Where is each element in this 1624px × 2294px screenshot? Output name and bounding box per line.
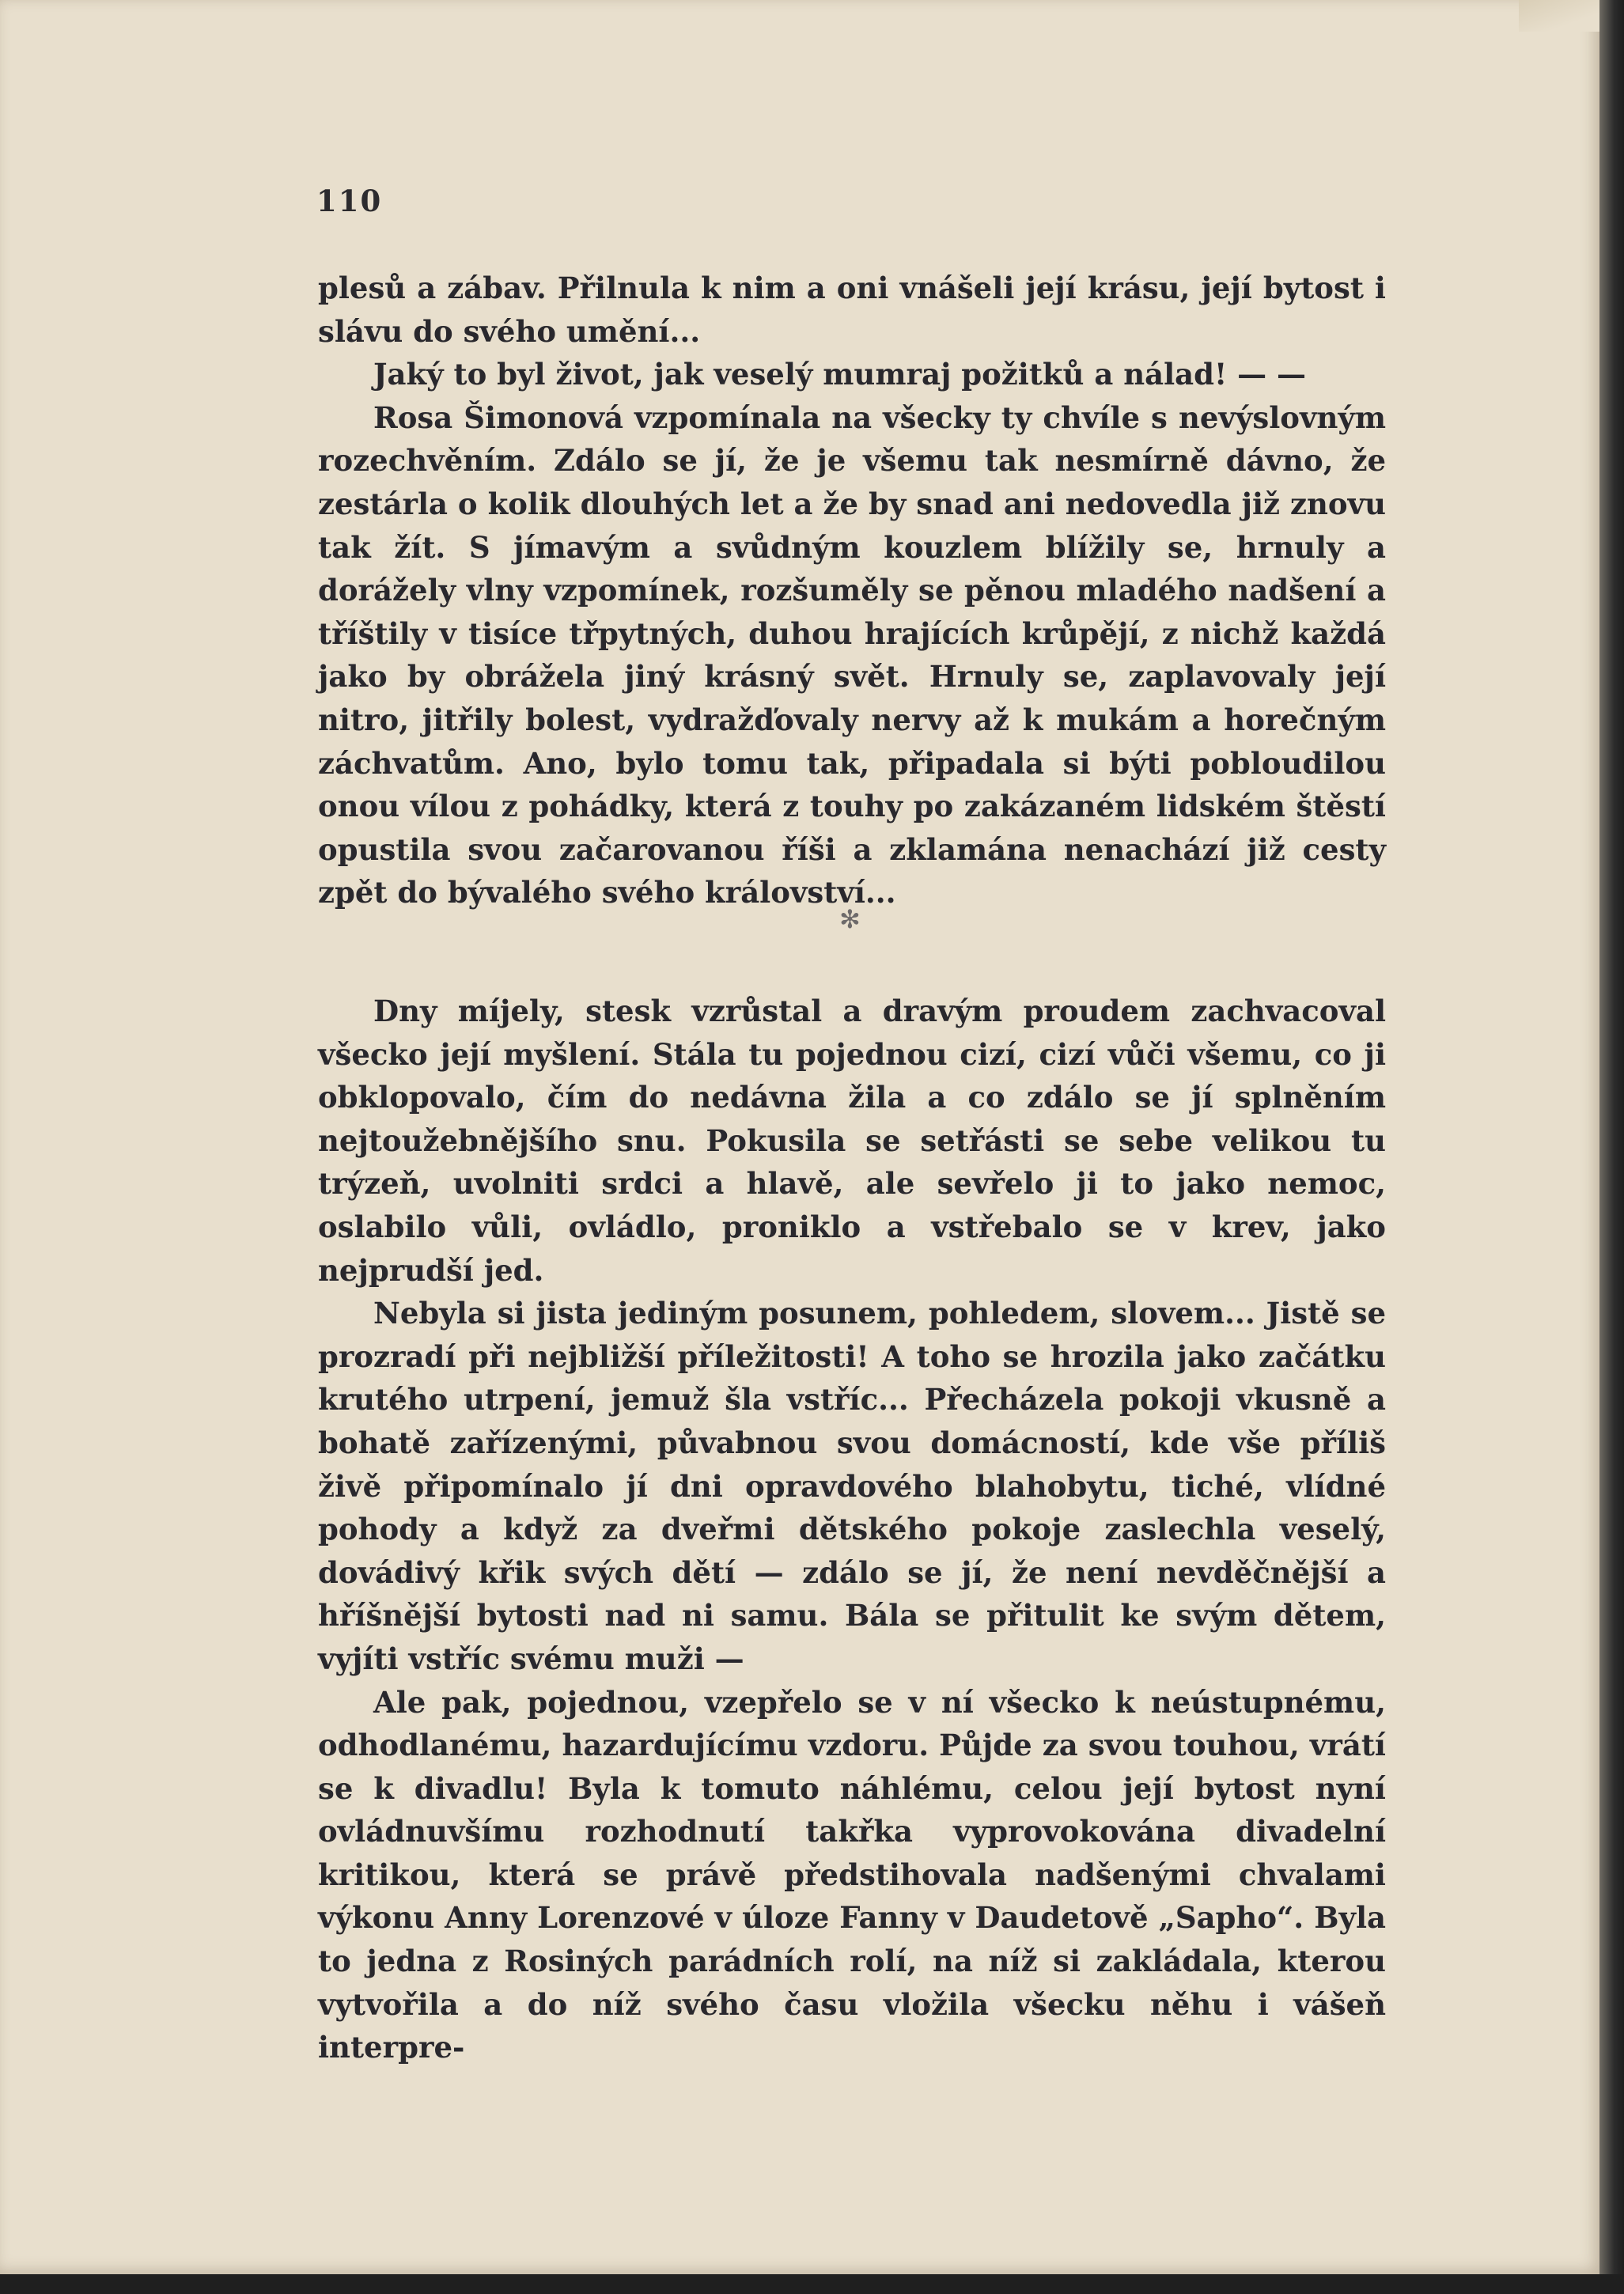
paragraph: Nebyla si jista jediným posunem, pohledem, slovem... Jistě se prozradí při nejbližší příležitosti! A toho se hrozila jako začátku krutého utrpení, jemuž šla vstříc... Přecházela pokoji vkusně a bohatě zařízenými, půvabnou svou domácností, kde vše příliš živě připomínalo jí dni opravdového blahobytu, tiché, vlídné pohody a když za dveřmi dětského pokoje zaslechla veselý, dovádivý křik svých dětí — zdálo se jí, že není nevděčnější a hříšnější bytosti nad ni samu. Bála se přitulit ke svým dětem, vyjíti vstříc svému muži — [318, 1296, 1386, 1676]
paragraph: Rosa Šimonová vzpomínala na všecky ty chvíle s nevýslovným rozechvěním. Zdálo se jí, že je všemu tak nesmírně dávno, že zestárla o kolik dlouhých let a že by snad ani nedovedla již znovu tak žít. S jímavým a svůdným kouzlem blížily se, hrnuly a dorážely vlny vzpomínek, rozšuměly se pěnou mladého nadšení a tříštily v tisíce třpytných, duhou hrajících krůpějí, z nichž každá jako by obrážela jiný krásný svět. Hrnuly se, zaplavovaly její nitro, jitřily bolest, vydražďovaly nervy až k mukám a horečným záchvatům. Ano, bylo tomu tak, připadala si býti pobloudilou onou vílou z pohádky, která z touhy po zakázaném lidském štěstí opustila svou začarovanou říši a zklamána nenachází již cesty zpět do bývalého svého království... [318, 399, 1386, 910]
paragraph: Ale pak, pojednou, vzepřelo se v ní všecko k neústupnému, odhodlanému, hazardujícímu vzdoru. Půjde za svou touhou, vrátí se k divadlu! Byla k tomuto náhlému, celou její bytost nyní ovládnuvšímu rozhodnutí takřka vyprovokována divadelní kritikou, která se právě předstihovala nadšenými chvalami výkonu Anny Lorenzové v úloze Fanny v Daudetově „Sapho“. Byla to jedna z Rosiných parádních rolí, na níž si zakládala, kterou vytvořila a do níž svého času vložila všecku něhu i vášeň interpre- [318, 1684, 1386, 2065]
scan-edge-bottom [0, 2274, 1624, 2294]
paragraph: Dny míjely, stesk vzrůstal a dravým proudem zachvacoval všecko její myšlení. Stála tu pojednou cizí, cizí vůči všemu, co ji obklopovalo, čím do nedávna žila a co zdálo se jí splněním nejtoužebnějšího snu. Pokusila se setřásti se sebe velikou tu trýzeň, uvolniti srdci a hlavě, ale sevřelo ji to jako nemoc, oslabilo vůli, ovládlo, proniklo a vstřebalo se v krev, jako nejprudší jed. [318, 994, 1386, 1288]
scan-edge-right [1599, 0, 1624, 2294]
page-corner-fold [1519, 0, 1599, 32]
text-block-top [318, 267, 1386, 914]
page-number: 110 [316, 184, 383, 218]
text-block-bottom [318, 990, 1386, 2069]
paragraph: Jaký to byl život, jak veselý mumraj požitků a nálad! — — [373, 357, 1306, 392]
section-break-asterism: ✻ [839, 904, 861, 934]
paragraph: plesů a zábav. Přilnula k nim a oni vnášeli její krásu, její bytost i slávu do svého umění... [318, 271, 1386, 349]
